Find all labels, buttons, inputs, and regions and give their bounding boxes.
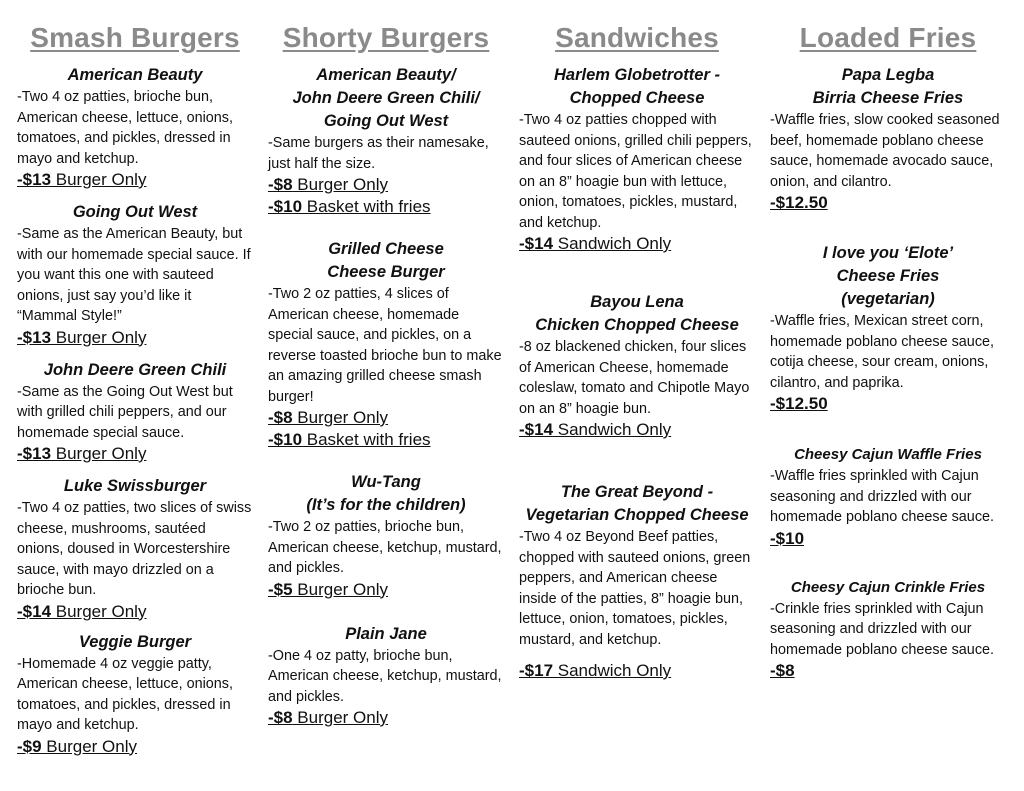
menu-item [770, 64, 1006, 214]
price-label: Basket with fries [302, 430, 431, 449]
price-amount: -$10 [770, 528, 805, 548]
item-price [519, 660, 755, 682]
item-description: -Two 4 oz Beyond Beef patties, chopped with sauteed onions, green peppers, and American cheese inside of the patties, 8” hoagie bun, lettuce, onion, tomatoes, pickles, mustard, and ketchup. [519, 529, 751, 648]
item-title: Luke Swissburger [63, 477, 207, 495]
item-description: -Two 2 oz patties, 4 slices of American cheese, homemade special sauce, and pickles, on a reverse toasted brioche bun to make an amazing grilled cheese smash burger! [268, 286, 502, 405]
price-label: Burger Only [51, 170, 147, 189]
item-title: Veggie Burger [78, 632, 192, 651]
item-title: Harlem Globetrotter - Chopped Cheese [554, 66, 720, 107]
price-label: Basket with fries [302, 197, 431, 216]
price-amount: -$8 [268, 708, 293, 727]
item-price [268, 196, 504, 218]
item-description: -One 4 oz patty, brioche bun, American cheese, ketchup, mustard, and pickles. [268, 647, 502, 705]
price-label: Sandwich Only [553, 661, 672, 680]
price-amount: -$14 [519, 234, 554, 253]
item-title: Cheesy Cajun Waffle Fries [794, 446, 982, 463]
item-title: American Beauty/ John Deere Green Chili/ Going Out West [292, 66, 480, 130]
item-description: -Same burgers as their namesake, just half the size. [268, 135, 489, 172]
price-amount: -$13 [17, 327, 52, 347]
price-amount: -$13 [17, 170, 52, 189]
section-heading: Smash Burgers [30, 22, 240, 53]
item-price [268, 429, 504, 451]
item-price [17, 169, 253, 191]
item-title: I love you ‘Elote’ Cheese Fries (vegetarian) [822, 244, 954, 308]
price-amount: -$9 [17, 736, 42, 756]
price-amount: -$13 [17, 444, 52, 463]
menu-item [519, 64, 755, 255]
item-price [268, 579, 504, 601]
item-price [519, 233, 755, 255]
price-label: Burger Only [292, 175, 389, 194]
column-loaded-fries [770, 22, 1006, 682]
item-title: Papa Legba Birria Cheese Fries [812, 66, 964, 107]
price-amount: -$5 [268, 579, 293, 599]
menu-item [17, 359, 253, 466]
price-label: Sandwich Only [553, 234, 672, 253]
price-amount: -$10 [268, 197, 303, 216]
section-heading: Shorty Burgers [282, 22, 490, 53]
menu-item [17, 64, 253, 191]
menu-item [770, 443, 1006, 550]
item-description: -Same as the Going Out West but with grilled chili peppers, and our homemade special sauce. [17, 383, 233, 441]
price-amount: -$14 [519, 420, 554, 439]
item-title: The Great Beyond - Vegetarian Chopped Cheese [525, 483, 749, 524]
price-label: Burger Only [51, 327, 147, 347]
item-price [17, 736, 253, 758]
item-title: Plain Jane [345, 624, 427, 643]
item-price [17, 601, 253, 623]
item-description: -Two 4 oz patties, two slices of swiss cheese, mushrooms, sautéed onions, doused in Worcestershire sauce, with mayo drizzled on a brioche bun. [17, 500, 252, 598]
item-price [17, 327, 253, 349]
item-price [770, 192, 1006, 214]
price-label: Burger Only [51, 444, 147, 463]
item-description: -8 oz blackened chicken, four slices of American Cheese, homemade coleslaw, tomato and Chipotle Mayo on an 8” hoagie bun. [519, 339, 750, 417]
item-price [519, 419, 755, 441]
column-shorty-burgers [268, 22, 504, 729]
menu-item [268, 471, 504, 601]
price-label: Burger Only [51, 601, 147, 621]
item-title: Wu-Tang (It’s for the children) [306, 473, 466, 514]
section-heading: Loaded Fries [799, 22, 977, 53]
column-sandwiches [519, 22, 755, 682]
item-title: Going Out West [72, 203, 198, 221]
item-price [770, 393, 1006, 415]
price-amount: -$8 [268, 408, 293, 427]
price-amount: -$17 [519, 661, 554, 680]
price-amount: -$12.50 [770, 394, 828, 413]
price-amount: -$10 [268, 430, 303, 449]
item-title: Cheesy Cajun Crinkle Fries [790, 578, 986, 596]
menu-item [268, 623, 504, 730]
menu-item [268, 64, 504, 218]
item-title: American Beauty [67, 66, 203, 84]
item-description: -Same as the American Beauty, but with our homemade special sauce. If you want this one with sauteed onions, just say you’d like it “Mammal Style!” [17, 226, 251, 324]
item-description: -Two 4 oz patties, brioche bun, American cheese, lettuce, onions, tomatoes, and pickles, dressed in mayo and ketchup. [17, 89, 233, 167]
price-amount: -$8 [770, 661, 795, 680]
menu-item [519, 481, 755, 682]
item-price [268, 407, 504, 429]
menu-item [17, 631, 253, 758]
menu-item [268, 238, 504, 451]
menu-item [770, 242, 1006, 415]
section-heading: Sandwiches [555, 22, 719, 53]
item-price [268, 707, 504, 729]
menu-item [519, 291, 755, 441]
item-description: -Waffle fries, slow cooked seasoned beef, homemade poblano cheese sauce, homemade avocado sauce, onion, and cilantro. [770, 112, 1000, 190]
item-title: Bayou Lena Chicken Chopped Cheese [535, 293, 739, 334]
item-price [770, 528, 1006, 550]
menu-item [17, 201, 253, 349]
item-title: Grilled Cheese Cheese Burger [327, 240, 445, 281]
column-smash-burgers [17, 22, 253, 758]
item-price [17, 443, 253, 465]
price-label: Burger Only [292, 408, 389, 427]
price-amount: -$14 [17, 601, 52, 621]
menu-item [770, 576, 1006, 683]
item-price [770, 660, 1006, 682]
item-description: -Homemade 4 oz veggie patty, American cheese, lettuce, onions, tomatoes, and pickles, dressed in mayo and ketchup. [17, 655, 233, 733]
price-label: Sandwich Only [553, 420, 672, 439]
item-title: John Deere Green Chili [43, 360, 227, 379]
menu-item [17, 475, 253, 623]
item-description: -Waffle fries, Mexican street corn, homemade poblano cheese sauce, cotija cheese, sour cream, onions, cilantro, and paprika. [770, 313, 995, 391]
price-label: Burger Only [292, 708, 389, 727]
item-description: -Waffle fries sprinkled with Cajun seasoning and drizzled with our homemade poblano cheese sauce. [770, 468, 995, 525]
item-price [268, 174, 504, 196]
price-label: Burger Only [41, 736, 138, 756]
item-description: -Two 4 oz patties chopped with sauteed onions, grilled chili peppers, and four slices of American cheese on an 8” hoagie bun with lettuce, onion, tomatoes, pickles, mustard, and ketchup. [519, 112, 752, 231]
price-label: Burger Only [292, 579, 389, 599]
price-amount: -$8 [268, 175, 293, 194]
item-description: -Crinkle fries sprinkled with Cajun seasoning and drizzled with our homemade poblano cheese sauce. [770, 600, 995, 658]
item-description: -Two 2 oz patties, brioche bun, American cheese, ketchup, mustard, and pickles. [268, 519, 502, 576]
price-amount: -$12.50 [770, 193, 828, 212]
